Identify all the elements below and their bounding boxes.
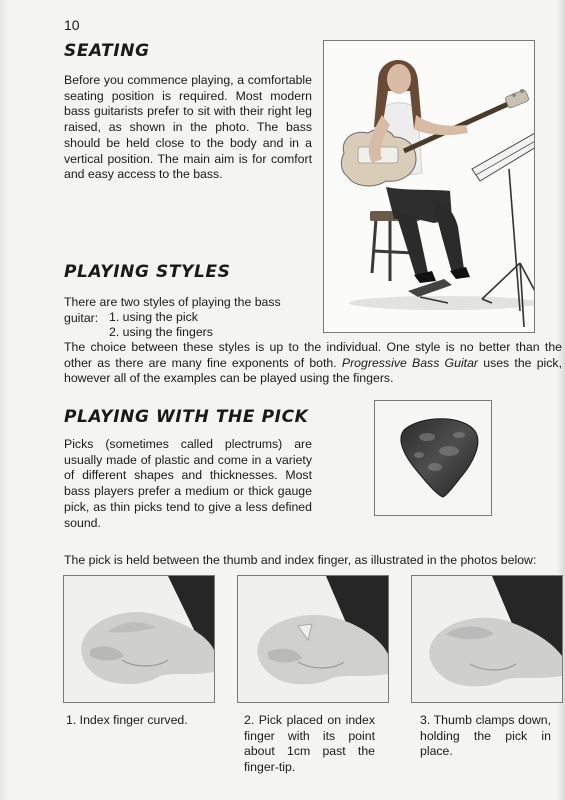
caption-1: 1. Index finger curved. (66, 713, 188, 727)
hand-photo-3 (411, 575, 563, 703)
playing-styles-heading: PLAYING STYLES (64, 262, 231, 282)
seating-heading: SEATING (64, 41, 150, 61)
hand-photo-1 (63, 575, 215, 703)
page-number: 10 (64, 17, 80, 33)
page-left-edge (0, 0, 8, 800)
seated-bassist-photo (323, 40, 535, 333)
hand-photo-2 (237, 575, 389, 703)
pick-heading: PLAYING WITH THE PICK (64, 407, 309, 427)
styles-paragraph-end: uses the pick, however all of the examples can be played using the fingers. (64, 355, 562, 386)
pick-photo (374, 400, 492, 516)
styles-paragraph (64, 340, 562, 387)
book-title: Progressive Bass Guitar (341, 355, 479, 370)
style-item-1: 1. using the pick (109, 310, 198, 324)
pick-held-text: The pick is held between the thumb and index finger, as illustrated in the photos below: (64, 553, 537, 567)
caption-2: 2. Pick placed on index finger with its point about 1cm past the finger-tip. (244, 713, 375, 774)
caption-3: 3. Thumb clamps down, holding the pick in place. (420, 713, 551, 759)
seating-paragraph: Before you commence playing, a comfortable seating position is required. Most modern bass guitarists prefer to sit with their right leg raised, as shown in the photo. The bass should be held close to the body and in a vertical position. The main aim is for comfort and easy access to the bass. (64, 73, 312, 182)
style-item-2: 2. using the fingers (109, 325, 213, 339)
styles-intro: There are two styles of playing the bass guitar: (64, 295, 281, 325)
pick-paragraph: Picks (sometimes called plectrums) are usually made of plastic and come in a variety of different shapes and thicknesses. Most bass players prefer a medium or thick gauge pick, as thin picks tend to give a less defined sound. (64, 437, 312, 530)
styles-paragraph-start: The choice between these styles is up to the individual. One style is no better than the other as there are many fine exponents of both. (64, 340, 562, 370)
